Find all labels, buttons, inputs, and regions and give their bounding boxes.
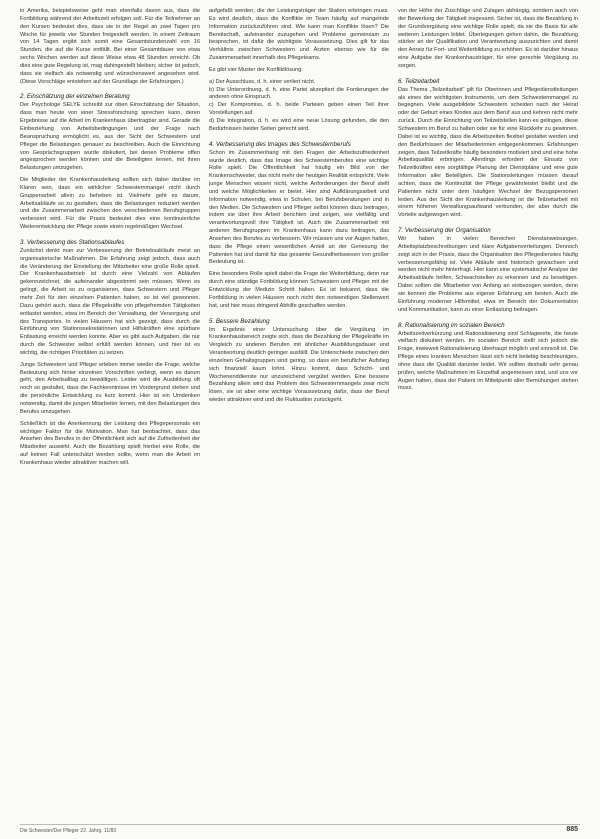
section-heading: 3. Verbesserung des Stationsablaufes (20, 238, 125, 246)
section-heading: 6. Teilzeitarbeit (398, 77, 440, 85)
paragraph: Schon im Zusammenhang mit den Fragen der Arbeitszufriedenheit wurde deutlich, dass das Image des Schwesternberufes eine wichtige Rolle spielt. Die Öffentlichkeit hat häufig ein Bild von der Krankenschwester, das nicht mehr der heutigen Realität entspricht. Viele junge Menschen wissen nicht, welche Anforderungen der Beruf stellt und welche Möglichkeiten er bietet. Hier sind Aufklärungsarbeit und Information notwendig, etwa in Schulen, bei Berufsberatungen und in den Medien. Die Schwestern und Pfleger selbst können dazu beitragen, indem sie über ihre Arbeit berichten und zeigen, wie vielfältig und verantwortungsvoll ihre Tätigkeit ist. Auch die Zusammenarbeit mit anderen Berufsgruppen im Krankenhaus kann dazu beitragen, das Ansehen des Berufes zu verbessern. Wir müssen uns vor Augen halten, dass die Pflege einen wesentlichen Anteil an der Genesung der Patienten hat und damit für das gesamte Gesundheitswesen von großer Bedeutung ist. (209, 149, 389, 266)
list-item: b) Die Unterordnung, d. h. eine Partei akzeptiert die Forderungen der anderen ohne Einspruch. (209, 86, 389, 101)
footer-rule (20, 824, 580, 825)
list-item: a) Der Ausschluss, d. h. einer verliert nicht. (209, 78, 316, 85)
section-heading: 7. Verbesserung der Organisation (398, 227, 491, 235)
paragraph: aufgefaßt werden, die der Leistungsträger der Station erbringen muss. Es wird deutlich, dass die Konflikte im Team häufig auf mangelnde Information zurückzuführen sind. Wie kann man Konflikte lösen? Die Bereitschaft, aufeinander zuzugehen und Probleme gemeinsam zu besprechen, ist dafür die wichtigste Voraussetzung. Dies gilt für das Verhältnis zwischen Schwestern und Ärzten ebenso wie für die Zusammenarbeit innerhalb des Pflegeteams. (209, 8, 389, 62)
page-number: 885 (566, 826, 578, 833)
page (20, 8, 580, 826)
section-heading: 4. Verbesserung des Images des Schwesternberufs (209, 140, 351, 148)
paragraph: Der Psychologe SELYE schreibt zur oben Einschätzung der Situation, dass man heute von einer Stressforschung sprechen kann, deren Ergebnisse auf die Arbeit im Krankenhaus übertragbar sind. Gerade die Einbeziehung von Arbeitsbedingungen und der Frage nach Beanspruchung ermöglicht es, aus der Sicht der Schwestern und Pfleger die Belastungen genauer zu beschreiben. Auch die Einrichtung von Gesprächsgruppen wurde diskutiert, bei denen Probleme offen angesprochen werden können und die Beteiligten lernen, mit ihren Belastungen umzugehen. (20, 102, 200, 172)
section-heading: 2. Einschätzung der einzelnen Beratung (20, 93, 130, 101)
paragraph: Arbeitszeitverkürzung und Rationalisierung sind Schlagworte, die heute vielfach diskutiert werden. Im sozialen Bereich stellt sich jedoch die Frage, inwieweit Rationalisierung überhaupt möglich und sinnvoll ist. Die Pflege eines kranken Menschen lässt sich nicht beliebig beschleunigen, ohne dass die Qualität darunter leidet. Wir sollten deshalb sehr genau prüfen, welche Maßnahmen im Einzelfall angemessen sind, und uns vor Augen halten, dass der Patient im Mittelpunkt aller Bemühungen stehen muss. (398, 330, 578, 392)
section-heading: 8. Rationalisierung im sozialen Bereich (398, 321, 505, 329)
paragraph: in Amerika, beispielsweise geht man ebenfalls davon aus, dass die Fortbildung während der Arbeitszeit erfolgen soll. Für die Teilnehmer an den Kursen bedeutet dies, dass sie in der Regel an zwei Tagen pro Woche für jeweils vier Stunden freigestellt werden. In einem Zeitraum von 14 Tagen ergibt sich somit eine Gesamtstundenzahl von 16 Stunden, die auf die Kurse entfällt. Bei einer Gesamtdauer von etwa sechs Wochen werden auf diese Weise etwa 48 Stunden erreicht. Ob dies eine gute Regelung ist, mag dahingestellt bleiben; sicher ist jedoch, dass sie vielfach als notwendig und wünschenswert angesehen wird. (Diese Vorschläge entstehen auf der Grundlage der Erfahrungen.) (20, 8, 200, 85)
paragraph: Eine besondere Rolle spielt dabei die Frage der Weiterbildung, denn nur durch eine ständige Fortbildung können Schwestern und Pfleger mit der Entwicklung der Medizin Schritt halten. Es ist bekannt, dass die Fortbildung in vielen Häusern noch nicht den notwendigen Stellenwert hat, und hier muss dringend Abhilfe geschaffen werden. (209, 271, 389, 309)
list-item: d) Die Integration, d. h. es wird eine neue Lösung gefunden, die den Bedürfnissen beider Seiten gerecht wird. (209, 117, 389, 132)
journal-citation: Die Schwester/Der Pfleger 22. Jahrg. 11/83 (20, 828, 117, 834)
column-3 (398, 8, 578, 818)
section-heading: 5. Bessere Bezahlung (209, 317, 270, 325)
paragraph: von der Höhe der Zuschläge und Zulagen abhängig, sondern auch von der Bewertung der Tätigkeit insgesamt. Sicher ist, dass die Bezahlung in der Grundvergütung eine wichtige Rolle spielt, da sie die Basis für alle weiteren Leistungen bildet. Überlegungen gehen dahin, die Bezahlung stärker an der Qualifikation und Verantwortung auszurichten und damit den Anreiz für Fort- und Weiterbildung zu erhöhen. Es ist darüber hinaus eine Aufgabe der Krankenhausträger, für eine gerechte Vergütung zu sorgen. (398, 8, 578, 69)
paragraph: Wir haben in vielen Bereichen Dienstanweisungen, Arbeitsplatzbeschreibungen und klare Aufgabenverteilungen. Dennoch zeigt sich in der Praxis, dass die Organisation des Pflegedienstes häufig verbesserungsfähig ist. Viele Abläufe sind historisch gewachsen und werden nicht mehr hinterfragt. Hier kann eine systematische Analyse der Arbeitsabläufe helfen, Schwachstellen zu erkennen und zu beseitigen. Dabei sollten die Mitarbeiter von Anfang an einbezogen werden, denn sie kennen die Probleme aus eigener Erfahrung am besten. Auch die Einführung moderner Hilfsmittel, etwa im Bereich der Dokumentation und Kommunikation, kann zu einer Entlastung beitragen. (398, 236, 578, 313)
column-1 (20, 8, 200, 818)
conflict-patterns-list (209, 79, 389, 134)
paragraph: Es gibt vier Muster der Konfliktlösung: (209, 66, 303, 73)
paragraph: Zunächst denkt man zur Verbesserung der Betriebsabläufe meist an organisatorische Maßnahmen. Die Erfahrung zeigt jedoch, dass auch die Veränderung der Einstellung der Mitarbeiter eine große Rolle spielt. Der Krankenhausbetrieb ist durch eine Vielzahl von Abläufen gekennzeichnet, die aufeinander abgestimmt sein müssen. Wenn es gelingt, die Arbeit so zu organisieren, dass Schwestern und Pfleger mehr Zeit für den einzelnen Patienten haben, so ist viel gewonnen. Dazu gehört auch, dass die Pflegekräfte von pflegefremden Tätigkeiten entlastet werden, etwa im Bereich der Verwaltung, der Versorgung und des Transportes. In vielen Häusern hat sich gezeigt, dass durch die Einführung von Stationssekretärinnen und Hilfskräften eine spürbare Entlastung erreicht werden konnte. Aber es gibt auch Aufgaben, die nur durch die Schwester selbst erfüllt werden können, und hier ist es wichtig, die richtigen Prioritäten zu setzen. (20, 247, 200, 356)
paragraph: Das Thema „Teilzeitarbeit“ gilt für Oberinnen und Pflegedienstleitungen als eines der wichtigsten Instrumente, um dem Schwesternmangel zu begegnen. Viele ausgebildete Schwestern scheiden nach der Heirat oder der Geburt eines Kindes aus dem Beruf aus und kehren nicht mehr zurück. Durch die Einrichtung von Teilzeitstellen kann es gelingen, diese Schwestern im Beruf zu halten oder sie für eine Rückkehr zu gewinnen. Dabei ist es wichtig, dass die Arbeitszeiten flexibel gestaltet werden und den Bedürfnissen der Mitarbeiterinnen entgegenkommen. Erfahrungen zeigen, dass Teilzeitkräfte häufig besonders motiviert sind und eine hohe Arbeitsqualität erbringen. Allerdings erfordert der Einsatz von Teilzeitkräften eine sorgfältige Planung der Dienstpläne und eine gute Information aller Beteiligten. Die Stationsleitungen müssen darauf achten, dass die Kontinuität der Pflege gewährleistet bleibt und die Patienten nicht unter dem häufigen Wechsel der Bezugspersonen leiden. Aus der Sicht der Krankenhausleitung ist die Teilzeitarbeit mit einem höheren Verwaltungsaufwand verbunden, der aber durch die Vorteile aufgewogen wird. (398, 86, 578, 219)
paragraph: Die Mitglieder der Krankenhausleitung sollten sich dabei darüber im Klaren sein, dass ein wirklicher Schwesternmangel nicht durch Gruppenarbeit allein zu beheben ist. Vielmehr geht es darum, Arbeitsabläufe so zu gestalten, dass die Belastungen reduziert werden und die Zusammenarbeit zwischen den verschiedenen Berufsgruppen verbessert wird. Für die Praxis bedeutet dies eine kontinuierliche Weiterentwicklung der Pflege sowie einen regelmäßigen Wechsel. (20, 177, 200, 231)
paragraph: Schließlich ist die Anerkennung der Leistung des Pflegepersonals ein wichtiger Faktor für die Motivation. Man hat beobachtet, dass das Ansehen des Berufes in der Öffentlichkeit sich auf die Zufriedenheit der Mitarbeiter auswirkt. Auch die Bezahlung spielt hierbei eine Rolle, die auf keinen Fall unterschätzt werden sollte, wenn man die Arbeit im Krankenhaus wieder attraktiver machen will. (20, 420, 200, 466)
column-2 (209, 8, 389, 818)
paragraph: Junge Schwestern und Pfleger erleben immer wieder die Frage, welche Bedeutung sich hinter einzelnen Vorschriften verbirgt, wenn es darum geht, den Arbeitsalltag zu bewältigen. Leider wird die Ausbildung oft noch so gestaltet, dass die Fachkenntnisse im Vordergrund stehen und die persönliche Entwicklung zu kurz kommt. Hier ist ein Umdenken notwendig, damit die jungen Mitarbeiter lernen, mit den Belastungen des Berufes umzugehen. (20, 361, 200, 415)
list-item: c) Der Kompromiss, d. h. beide Parteien geben einen Teil ihrer Vorstellungen auf. (209, 102, 389, 117)
paragraph: Im Ergebnis einer Untersuchung über die Vergütung im Krankenhausbereich zeigte sich, dass die Bezahlung der Pflegekräfte im Vergleich zu anderen Berufen mit ähnlicher Ausbildungsdauer und Verantwortung deutlich geringer ausfällt. Die Unterschiede zwischen den einzelnen Gehaltsgruppen sind gering, so dass ein beruflicher Aufstieg sich finanziell kaum lohnt. Hinzu kommt, dass Schicht- und Wochenenddienste nur unzureichend vergütet werden. Eine bessere Bezahlung allein wird das Problem des Schwesternmangels zwar nicht lösen, sie ist aber eine wichtige Voraussetzung dafür, dass der Beruf wieder attraktiver wird und die Fluktuation zurückgeht. (209, 326, 389, 404)
